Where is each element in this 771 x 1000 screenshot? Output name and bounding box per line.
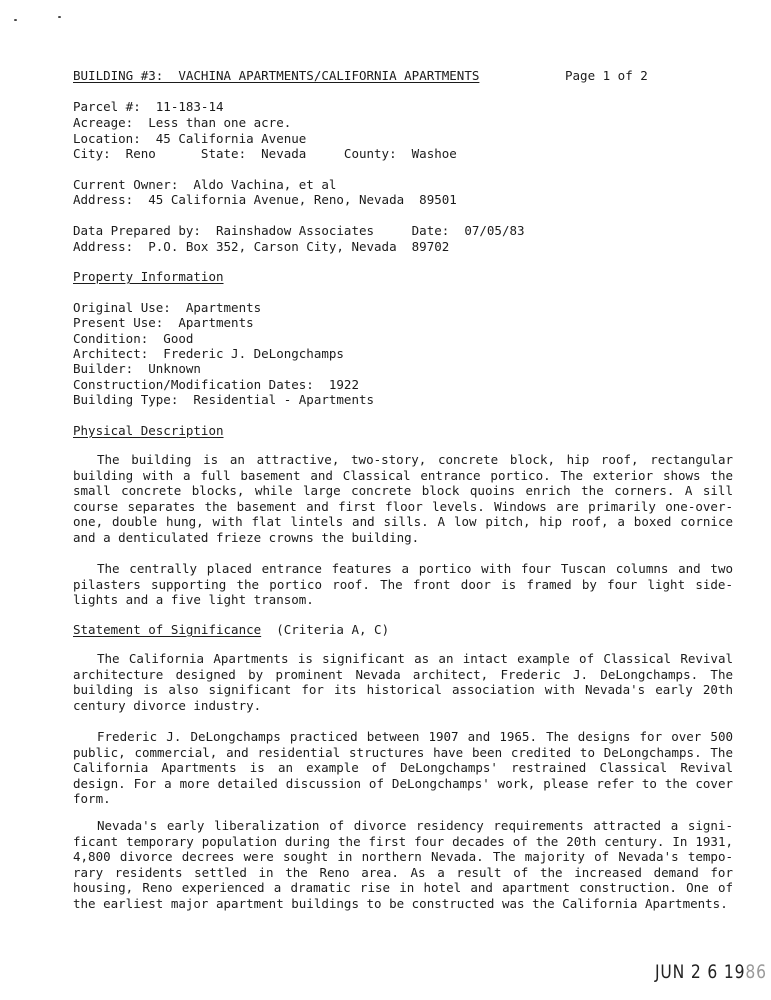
significance-paragraph: The California Apartments is significant as an intact example of Classical Revival architecture designed by prominent Nevada architect, Frederic J. DeLongchamps. The building is also significant for its historical association with Nevada's early 20th century divorce industry. <box>73 651 733 713</box>
owner-address: Address: 45 California Avenue, Reno, Nevada 89501 <box>73 192 457 207</box>
parcel-number: Parcel #: 11-183-14 <box>73 99 224 114</box>
present-use: Present Use: Apartments <box>73 315 254 330</box>
construction-dates: Construction/Modification Dates: 1922 <box>73 377 359 392</box>
preparer-address: Address: P.O. Box 352, Carson City, Nevada 89702 <box>73 239 450 254</box>
builder: Builder: Unknown <box>73 361 201 376</box>
physical-description-heading: Physical Description <box>73 423 224 438</box>
page-number: Page 1 of 2 <box>565 68 648 83</box>
significance-paragraph: Nevada's early liberalization of divorce residency requirements attracted a signi-ficant temporary population during the first four decades of the 20th century. In 1931, 4,800 divorce decrees were sought in northern Nevada. The majority of Nevada's tempo-rary residents settled in the Reno area. As a result of the increased demand for housing, Reno experienced a dramatic rise in hotel and apartment construction. One of the earliest major apartment buildings to be constructed was the California Apartments. <box>73 818 733 911</box>
condition: Condition: Good <box>73 331 194 346</box>
significance-criteria: (Criteria A, C) <box>261 622 390 637</box>
current-owner: Current Owner: Aldo Vachina, et al <box>73 177 337 192</box>
location: Location: 45 California Avenue <box>73 131 307 146</box>
physical-description-paragraph: The building is an attractive, two-story, concrete block, hip roof, rectangular building with a full basement and Classical entrance portico. The exterior shows the small concrete blocks, while large concrete block quoins enrich the corners. A sill course separates the basement and first floor levels. Windows are primarily one-over-one, double hung, with flat lintels and sills. A low pitch, hip roof, a boxed cornice and a denticulated frieze crowns the building. <box>73 452 733 545</box>
received-date-stamp <box>655 961 767 983</box>
acreage: Acreage: Less than one acre. <box>73 115 292 130</box>
significance-heading-line <box>73 622 389 637</box>
significance-paragraph: Frederic J. DeLongchamps practiced between 1907 and 1965. The designs for over 500 public, commercial, and residential structures have been credited to DeLongchamps. The California Apartments is an example of DeLongchamps' restrained Classical Revival design. For a more detailed discussion of DeLongchamps' work, please refer to the cover form. <box>73 729 733 806</box>
scan-speck <box>58 16 61 18</box>
scan-speck <box>14 19 17 21</box>
data-prepared-by: Data Prepared by: Rainshadow Associates Date: 07/05/83 <box>73 223 525 238</box>
property-information-heading: Property Information <box>73 269 224 284</box>
original-use: Original Use: Apartments <box>73 300 262 315</box>
significance-heading: Statement of Significance <box>73 622 262 637</box>
stamp-main: JUN 2 6 19 <box>655 961 746 983</box>
stamp-faded: 86 <box>745 961 767 983</box>
city-state-county: City: Reno State: Nevada County: Washoe <box>73 146 457 161</box>
architect: Architect: Frederic J. DeLongchamps <box>73 346 344 361</box>
document-title: BUILDING #3: VACHINA APARTMENTS/CALIFORNIA APARTMENTS <box>73 68 480 83</box>
building-type: Building Type: Residential - Apartments <box>73 392 375 407</box>
physical-description-paragraph: The centrally placed entrance features a portico with four Tuscan columns and two pilasters supporting the portico roof. The front door is framed by four light side-lights and a five light transom. <box>73 561 733 607</box>
